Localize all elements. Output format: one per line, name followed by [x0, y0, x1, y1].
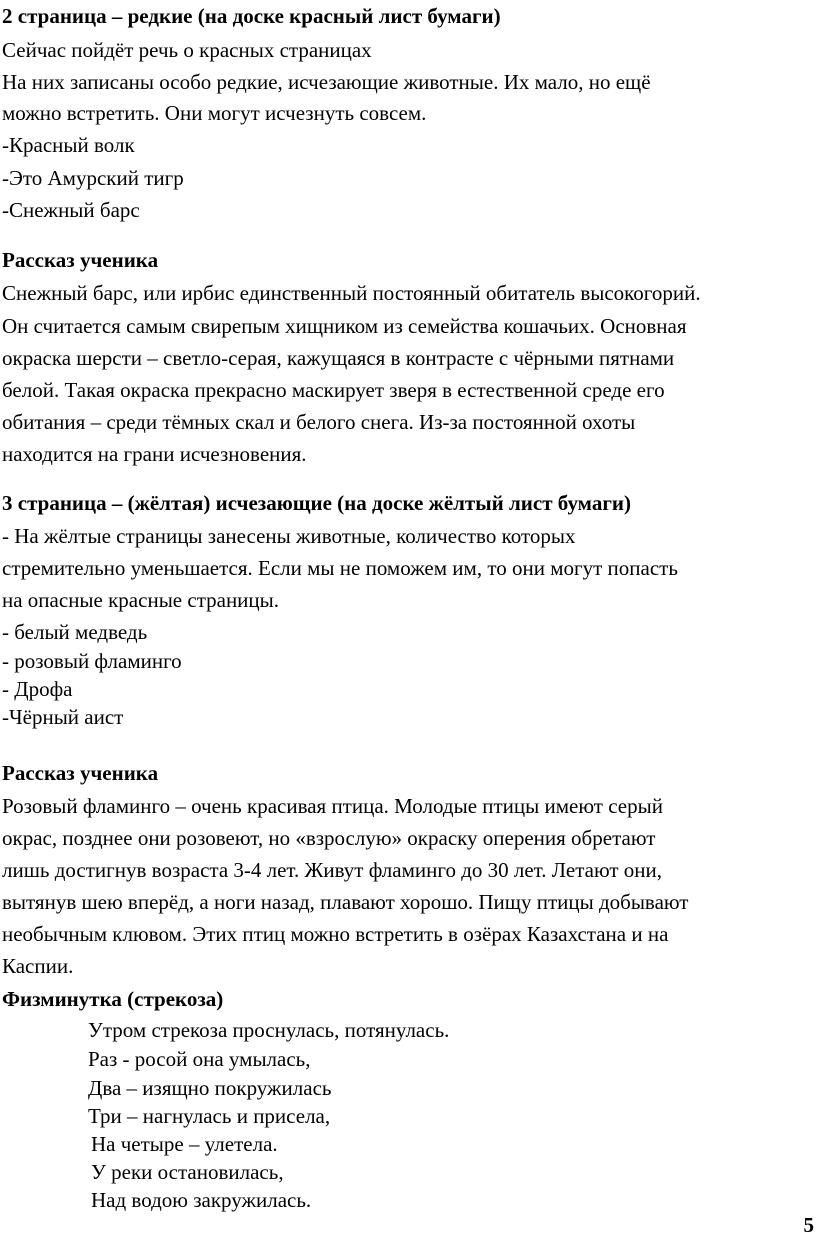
list-item: -Снежный барс — [2, 198, 140, 222]
poem-line: У реки остановилась, — [91, 1160, 284, 1184]
poem-line: Два – изящно покружилась — [88, 1076, 332, 1100]
text-line: необычным клювом. Этих птиц можно встретить в озёрах Казахстана и на — [2, 922, 669, 946]
list-item: - розовый фламинго — [2, 649, 182, 673]
text-line: находится на грани исчезновения. — [2, 442, 307, 466]
poem-line: Утром стрекоза проснулась, потянулась. — [88, 1018, 450, 1042]
text-line: лишь достигнув возраста 3-4 лет. Живут фламинго до 30 лет. Летают они, — [2, 858, 663, 882]
page-number: 5 — [803, 1213, 814, 1237]
text-line: вытянув шею вперёд, а ноги назад, плавают хорошо. Пищу птицы добывают — [2, 890, 689, 914]
text-line: Каспии. — [2, 954, 74, 978]
text-line: Розовый фламинго – очень красивая птица. Молодые птицы имеют серый — [2, 794, 663, 818]
text-line: Он считается самым свирепым хищником из семейства кошачьих. Основная — [2, 314, 687, 338]
exercise-heading: Физминутка (стрекоза) — [2, 987, 224, 1011]
text-line: Снежный барс, или ирбис единственный постоянный обитатель высокогорий. — [2, 281, 701, 305]
poem-line: Раз - росой она умылась, — [88, 1047, 311, 1071]
text-line: Сейчас пойдёт речь о красных страницах — [2, 38, 372, 62]
section-red-heading: 2 страница – редкие (на доске красный лист бумаги) — [2, 4, 501, 28]
text-line: стремительно уменьшается. Если мы не поможем им, то они могут попасть — [2, 556, 678, 580]
text-line: окраска шерсти – светло-серая, кажущаяся в контрасте с чёрными пятнами — [2, 346, 675, 370]
text-line: белой. Такая окраска прекрасно маскирует зверя в естественной среде его — [2, 378, 665, 402]
list-item: - Дрофа — [2, 677, 73, 701]
poem-line: Над водою закружилась. — [91, 1188, 312, 1212]
list-item: - белый медведь — [2, 620, 148, 644]
text-line: можно встретить. Они могут исчезнуть совсем. — [2, 101, 427, 125]
story-snow-leopard-heading: Рассказ ученика — [2, 248, 159, 272]
text-line: окрас, позднее они розовеют, но «взрослую» окраску оперения обретают — [2, 826, 656, 850]
text-line: На них записаны особо редкие, исчезающие животные. Их мало, но ещё — [2, 70, 651, 94]
list-item: -Это Амурский тигр — [2, 166, 184, 190]
list-item: -Красный волк — [2, 133, 135, 157]
text-line: обитания – среди тёмных скал и белого снега. Из-за постоянной охоты — [2, 410, 636, 434]
section-yellow-heading: 3 страница – (жёлтая) исчезающие (на доске жёлтый лист бумаги) — [2, 491, 631, 515]
poem-line: На четыре – улетела. — [91, 1132, 278, 1156]
text-line: на опасные красные страницы. — [2, 588, 280, 612]
text-line: - На жёлтые страницы занесены животные, количество которых — [2, 524, 576, 548]
story-flamingo-heading: Рассказ ученика — [2, 761, 159, 785]
poem-line: Три – нагнулась и присела, — [88, 1104, 331, 1128]
list-item: -Чёрный аист — [2, 705, 124, 729]
